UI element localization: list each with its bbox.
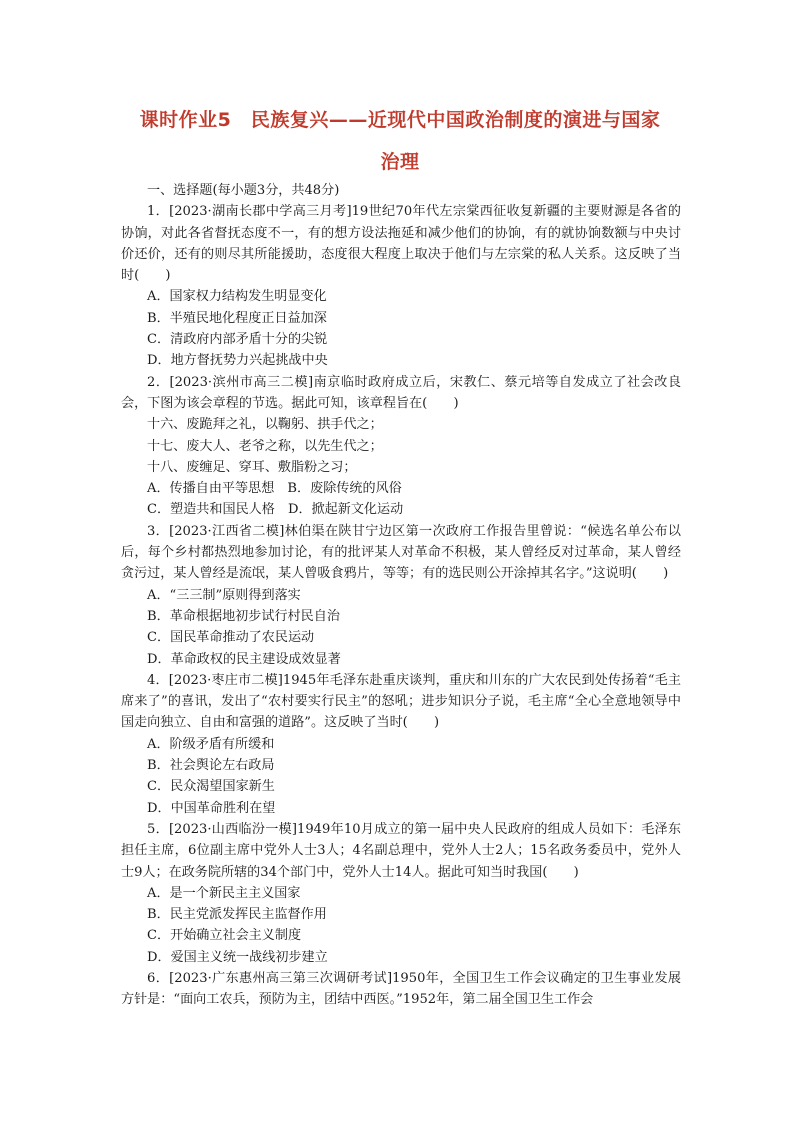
question-4-stem: 4．[2023·枣庄市二模]1945年毛泽东赴重庆谈判，重庆和川东的广大农民到处传扬着“毛主席来了”的喜讯，发出了“农村要实行民主”的怒吼；进步知识分子说，毛主席“全心全意地领导中国走向独立、自由和富强的道路”。这反映了当时( ) — [121, 672, 681, 731]
question-3-option-d: D．革命政权的民主建设成效显著 — [147, 651, 341, 667]
question-5-stem: 5．[2023·山西临汾一模]1949年10月成立的第一届中央人民政府的组成人员如下：毛泽东担任主席，6位副主席中党外人士3人；4名副总理中，党外人士2人；15名政务委员中，党外人士9人；在政务院所辖的34个部门中，党外人士14人。据此可知当时我国( ) — [121, 821, 681, 880]
question-3-stem: 3．[2023·江西省二模]林伯渠在陕甘宁边区第一次政府工作报告里曾说：“候选名单公布以后，每个乡村都热烈地参加讨论，有的批评某人对革命不积极，某人曾经反对过革命，某人曾经贪污过，某人曾经是流氓，某人曾吸食鸦片，等等；有的选民则公开涂掉其名字。”这说明( ) — [121, 523, 681, 582]
question-2-quote: 十六、废跪拜之礼，以鞠躬、拱手代之； — [147, 417, 383, 433]
question-3-option-a: A．“三三制”原则得到落实 — [147, 587, 301, 603]
question-1-option-b: B．半殖民地化程度正日益加深 — [147, 310, 327, 326]
question-2-quote: 十八、废缠足、穿耳、敷脂粉之习； — [147, 459, 357, 475]
question-4-option-c: C．民众渴望国家新生 — [147, 779, 275, 795]
question-5-option-d: D．爱国主义统一战线初步建立 — [147, 949, 328, 965]
question-1-option-d: D．地方督抚势力兴起挑战中央 — [147, 353, 328, 369]
question-5-option-c: C．开始确立社会主义制度 — [147, 928, 302, 944]
question-1-option-a: A．国家权力结构发生明显变化 — [147, 289, 327, 305]
question-2-options-ab: A．传播自由平等思想 B．废除传统的风俗 — [147, 481, 402, 497]
question-2-stem: 2．[2023·滨州市高三二模]南京临时政府成立后，宋教仁、蔡元培等自发成立了社会改良会，下图为该会章程的节选。据此可知，该章程旨在( ) — [121, 374, 681, 411]
question-1-option-c: C．清政府内部矛盾十分的尖锐 — [147, 332, 328, 348]
question-4-option-d: D．中国革命胜利在望 — [147, 800, 276, 816]
question-4-option-a: A．阶级矛盾有所缓和 — [147, 736, 275, 752]
question-6-stem: 6．[2023·广东惠州高三第三次调研考试]1950年，全国卫生工作会议确定的卫生事业发展方针是：“面向工农兵，预防为主，团结中西医。”1952年，第二届全国卫生工作会 — [121, 970, 681, 1008]
question-1-stem: 1．[2023·湖南长郡中学高三月考]19世纪70年代左宗棠西征收复新疆的主要财源是各省的协饷，对此各省督抚态度不一，有的想方设法拖延和减少他们的协饷，有的就协饷数额与中央讨价还价，还有的则尽其所能援助，态度很大程度上取决于他们与左宗棠的私人关系。这反映了当时( ) — [121, 204, 681, 284]
question-5-option-a: A．是一个新民主主义国家 — [147, 885, 301, 901]
section-heading: 一、选择题(每小题3分，共48分) — [147, 183, 340, 198]
question-4-option-b: B．社会舆论左右政局 — [147, 758, 275, 774]
question-3-option-b: B．革命根据地初步试行村民自治 — [147, 608, 340, 624]
page-title: 课时作业5 民族复兴——近现代中国政治制度的演进与国家 — [139, 109, 661, 131]
page-title-continued: 治理 — [380, 151, 420, 173]
question-3-option-c: C．国民革命推动了农民运动 — [147, 630, 315, 646]
question-2-options-cd: C．塑造共和国民人格 D．掀起新文化运动 — [147, 502, 404, 518]
question-5-option-b: B．民主党派发挥民主监督作用 — [147, 907, 327, 923]
question-list — [121, 180, 681, 1011]
question-2-quote: 十七、废大人、老爷之称，以先生代之； — [147, 438, 383, 454]
